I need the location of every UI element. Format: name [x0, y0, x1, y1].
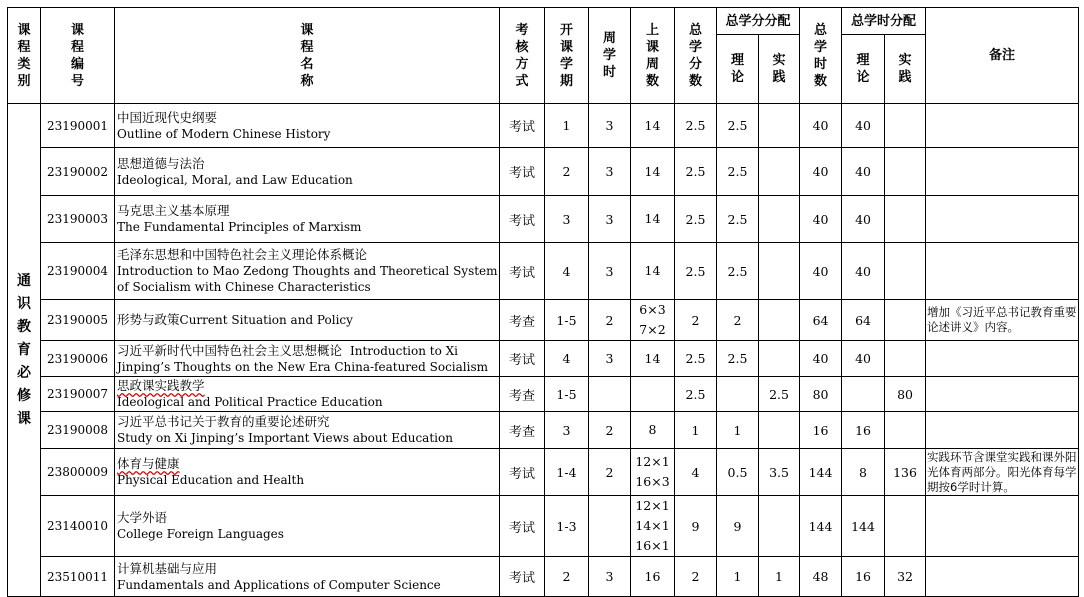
semester: 2 [545, 148, 589, 196]
hour-theory: 16 [842, 412, 885, 449]
table-row [8, 104, 1079, 148]
hour-theory: 16 [842, 557, 885, 597]
credit-practice: 3.5 [759, 449, 800, 496]
header-exam: 考 核 方 式 [500, 8, 545, 104]
weeks-line: 16 [644, 568, 661, 584]
remarks: 增加《习近平总书记教育重要论述讲义》内容。 [926, 300, 1079, 341]
total-credits: 4 [675, 449, 717, 496]
hour-theory: 40 [842, 341, 885, 377]
total-credits: 2 [675, 557, 717, 597]
credit-practice [759, 243, 800, 300]
weekly-hours [589, 496, 631, 557]
hour-practice: 136 [885, 449, 926, 496]
hour-practice [885, 412, 926, 449]
total-credits: 2.5 [675, 148, 717, 196]
course-name-en: Fundamentals and Applications of Computer Science [117, 577, 441, 592]
table-row [8, 496, 1079, 557]
total-hours: 16 [800, 412, 842, 449]
semester: 3 [545, 196, 589, 243]
course-name-en: Physical Education and Health [117, 473, 305, 487]
total-hours: 40 [800, 243, 842, 300]
weekly-hours: 2 [589, 412, 631, 449]
total-hours: 48 [800, 557, 842, 597]
table-row [8, 557, 1079, 597]
weeks [631, 341, 675, 377]
semester: 4 [545, 341, 589, 377]
header-category: 课 程 类 别 [8, 8, 41, 104]
weekly-hours: 2 [589, 449, 631, 496]
total-credits: 2.5 [675, 104, 717, 148]
course-name-zh: 马克思主义基本原理 [117, 203, 230, 218]
table-row [8, 412, 1079, 449]
curriculum-table [7, 7, 1079, 597]
total-credits: 1 [675, 412, 717, 449]
header-semester: 开 课 学 期 [545, 8, 589, 104]
course-name-en: Introduction to Xi Jinping’s Thoughts on the New Era China-featured Socialism [117, 343, 489, 374]
weeks [631, 449, 675, 496]
header-name: 课 程 名 称 [115, 8, 500, 104]
weeks [631, 300, 675, 341]
course-name [115, 377, 500, 412]
credit-practice: 2.5 [759, 377, 800, 412]
course-code: 23190001 [41, 104, 115, 148]
hour-practice [885, 300, 926, 341]
header-credit-dist: 总学分分配 [717, 8, 800, 35]
course-name-zh: 中国近现代史纲要 [117, 109, 218, 125]
remarks: 实践环节含课堂实践和课外阳光体育两部分。阳光体育每学期按6学时计算。 [927, 449, 1077, 494]
course-code: 23190003 [41, 196, 115, 243]
hour-theory: 8 [842, 449, 885, 496]
table-row [8, 196, 1079, 243]
course-code: 23510011 [41, 557, 115, 597]
course-name-en: Ideological, Moral, and Law Education [117, 172, 353, 187]
course-code: 23190004 [41, 243, 115, 300]
exam-type: 考试 [500, 243, 545, 300]
header-hour-practice: 实 践 [885, 35, 926, 104]
total-credits: 2.5 [675, 243, 717, 300]
weeks [631, 557, 675, 597]
credit-practice [759, 341, 800, 377]
credit-theory [717, 377, 759, 412]
remarks [926, 148, 1079, 196]
course-name-en: Ideological and Political Practice Education [117, 395, 383, 409]
course-name-zh: 计算机基础与应用 [117, 560, 218, 576]
weeks [631, 196, 675, 243]
remarks [926, 496, 1079, 557]
total-credits: 9 [675, 496, 717, 557]
course-name [115, 104, 500, 148]
weeks [631, 148, 675, 196]
hour-theory: 40 [842, 104, 885, 148]
course-code: 23190002 [41, 148, 115, 196]
course-name [115, 412, 500, 449]
weekly-hours: 3 [589, 104, 631, 148]
credit-theory: 2.5 [717, 196, 759, 243]
course-name [115, 196, 500, 243]
exam-type: 考试 [500, 496, 545, 557]
exam-type: 考试 [500, 341, 545, 377]
course-code: 23190006 [41, 341, 115, 377]
semester: 3 [545, 412, 589, 449]
weeks-line: 12×1 [635, 498, 670, 513]
weekly-hours: 3 [589, 341, 631, 377]
course-code: 23190008 [41, 412, 115, 449]
header-hour-dist: 总学时分配 [842, 8, 926, 35]
hour-practice [885, 243, 926, 300]
hour-theory: 64 [842, 300, 885, 341]
course-name-en: The Fundamental Principles of Marxism [117, 220, 362, 234]
exam-type: 考试 [500, 196, 545, 243]
category-cell: 通 识 教 育 必 修 课 [8, 104, 41, 597]
total-hours: 40 [800, 196, 842, 243]
exam-type: 考试 [500, 148, 545, 196]
total-credits: 2.5 [675, 196, 717, 243]
credit-theory: 2.5 [717, 243, 759, 300]
weekly-hours: 3 [589, 196, 631, 243]
table-row [8, 449, 1079, 496]
remarks [926, 377, 1079, 412]
course-name-zh: 思政课实践教学 [117, 378, 205, 393]
header-code: 课 程 编 号 [41, 8, 115, 104]
credit-theory: 2.5 [717, 148, 759, 196]
table-row [8, 377, 1079, 412]
exam-type: 考试 [500, 557, 545, 597]
table-row [8, 300, 1079, 341]
weekly-hours: 3 [589, 557, 631, 597]
course-code: 23190005 [41, 300, 115, 341]
course-name-zh: 形势与政策 [117, 312, 180, 327]
total-hours: 144 [800, 449, 842, 496]
weeks [631, 496, 675, 557]
exam-type: 考查 [500, 300, 545, 341]
course-name [115, 148, 500, 196]
course-name-zh: 毛泽东思想和中国特色社会主义理论体系概论 [117, 247, 368, 262]
credit-theory: 2 [717, 300, 759, 341]
weeks-line: 16×3 [635, 474, 670, 489]
remarks [926, 196, 1079, 243]
weeks-line: 14 [644, 211, 661, 226]
hour-theory: 40 [842, 148, 885, 196]
course-name [115, 449, 500, 496]
total-hours: 80 [800, 377, 842, 412]
header-hour-theory: 理 论 [842, 35, 885, 104]
remarks [926, 243, 1079, 300]
total-credits: 2 [675, 300, 717, 341]
weeks-line: 6×3 [639, 302, 666, 317]
credit-practice [759, 104, 800, 148]
header-weeks: 上 课 周 数 [631, 8, 675, 104]
semester: 1 [545, 104, 589, 148]
credit-theory: 1 [717, 412, 759, 449]
weeks-line: 14 [644, 350, 661, 366]
credit-practice [759, 196, 800, 243]
hour-practice [885, 196, 926, 243]
course-name-en: Current Situation and Policy [179, 313, 353, 327]
course-name [115, 243, 500, 300]
hour-theory: 40 [842, 196, 885, 243]
total-hours: 64 [800, 300, 842, 341]
weekly-hours: 3 [589, 243, 631, 300]
credit-theory: 0.5 [717, 449, 759, 496]
course-name-zh: 习近平总书记关于教育的重要论述研究 [117, 414, 330, 429]
hour-theory: 40 [842, 243, 885, 300]
course-name [115, 341, 500, 377]
hour-practice: 80 [885, 377, 926, 412]
semester: 1-5 [545, 300, 589, 341]
total-hours: 144 [800, 496, 842, 557]
hour-theory: 144 [842, 496, 885, 557]
hour-practice: 32 [885, 557, 926, 597]
course-name [115, 300, 500, 341]
credit-practice [759, 300, 800, 341]
weeks-line: 7×2 [639, 322, 666, 337]
course-name-zh: 大学外语 [117, 510, 168, 525]
weeks-line: 14 [644, 163, 661, 179]
weekly-hours: 2 [589, 300, 631, 341]
header-weekly-hours: 周 学 时 [589, 8, 631, 104]
weeks-line: 8 [648, 422, 657, 437]
weeks-line: 12×1 [635, 454, 670, 469]
credit-theory: 1 [717, 557, 759, 597]
weekly-hours [589, 377, 631, 412]
course-name-zh: 体育与健康 [117, 456, 180, 471]
remarks [926, 104, 1079, 148]
course-code: 23140010 [41, 496, 115, 557]
weeks-line: 16×1 [635, 538, 670, 553]
course-name-en: Outline of Modern Chinese History [117, 126, 331, 141]
weeks-line: 14 [644, 263, 661, 278]
header-remarks: 备注 [926, 8, 1079, 104]
credit-practice: 1 [759, 557, 800, 597]
exam-type: 考试 [500, 449, 545, 496]
weeks [631, 104, 675, 148]
weeks [631, 377, 675, 412]
hour-practice [885, 496, 926, 557]
credit-theory: 2.5 [717, 104, 759, 148]
exam-type: 考试 [500, 104, 545, 148]
semester: 4 [545, 243, 589, 300]
semester: 1-4 [545, 449, 589, 496]
weeks [631, 243, 675, 300]
header-total-hours: 总 学 时 数 [800, 8, 842, 104]
table-row [8, 148, 1079, 196]
header-row-top [8, 8, 1079, 35]
semester: 1-5 [545, 377, 589, 412]
credit-practice [759, 148, 800, 196]
table-row [8, 341, 1079, 377]
header-credit-theory: 理 论 [717, 35, 759, 104]
weeks-line: 14×1 [635, 518, 670, 533]
course-code: 23800009 [41, 449, 115, 496]
weeks-line: 14 [644, 117, 661, 133]
hour-practice [885, 104, 926, 148]
course-name [115, 557, 500, 597]
course-name-zh: 习近平新时代中国特色社会主义思想概论 [117, 342, 343, 358]
hour-theory [842, 377, 885, 412]
credit-theory: 2.5 [717, 341, 759, 377]
remarks [926, 341, 1079, 377]
total-hours: 40 [800, 104, 842, 148]
course-name-en: Study on Xi Jinping’s Important Views about Education [117, 431, 453, 445]
hour-practice [885, 341, 926, 377]
credit-practice [759, 496, 800, 557]
course-name [115, 496, 500, 557]
exam-type: 考查 [500, 412, 545, 449]
header-credit-practice: 实 践 [759, 35, 800, 104]
exam-type: 考查 [500, 377, 545, 412]
semester: 2 [545, 557, 589, 597]
remarks [926, 412, 1079, 449]
credit-practice [759, 412, 800, 449]
course-name-zh: 思想道德与法治 [117, 155, 205, 171]
total-credits: 2.5 [675, 341, 717, 377]
semester: 1-3 [545, 496, 589, 557]
weekly-hours: 3 [589, 148, 631, 196]
total-hours: 40 [800, 341, 842, 377]
remarks [926, 557, 1079, 597]
total-credits: 2.5 [675, 377, 717, 412]
total-hours: 40 [800, 148, 842, 196]
course-name-en: College Foreign Languages [117, 527, 284, 541]
header-credits: 总 学 分 数 [675, 8, 717, 104]
weeks [631, 412, 675, 449]
course-name-en: Introduction to Mao Zedong Thoughts and Theoretical System of Socialism with Chinese Characteristics [117, 264, 498, 294]
hour-practice [885, 148, 926, 196]
credit-theory: 9 [717, 496, 759, 557]
course-code: 23190007 [41, 377, 115, 412]
table-row [8, 243, 1079, 300]
